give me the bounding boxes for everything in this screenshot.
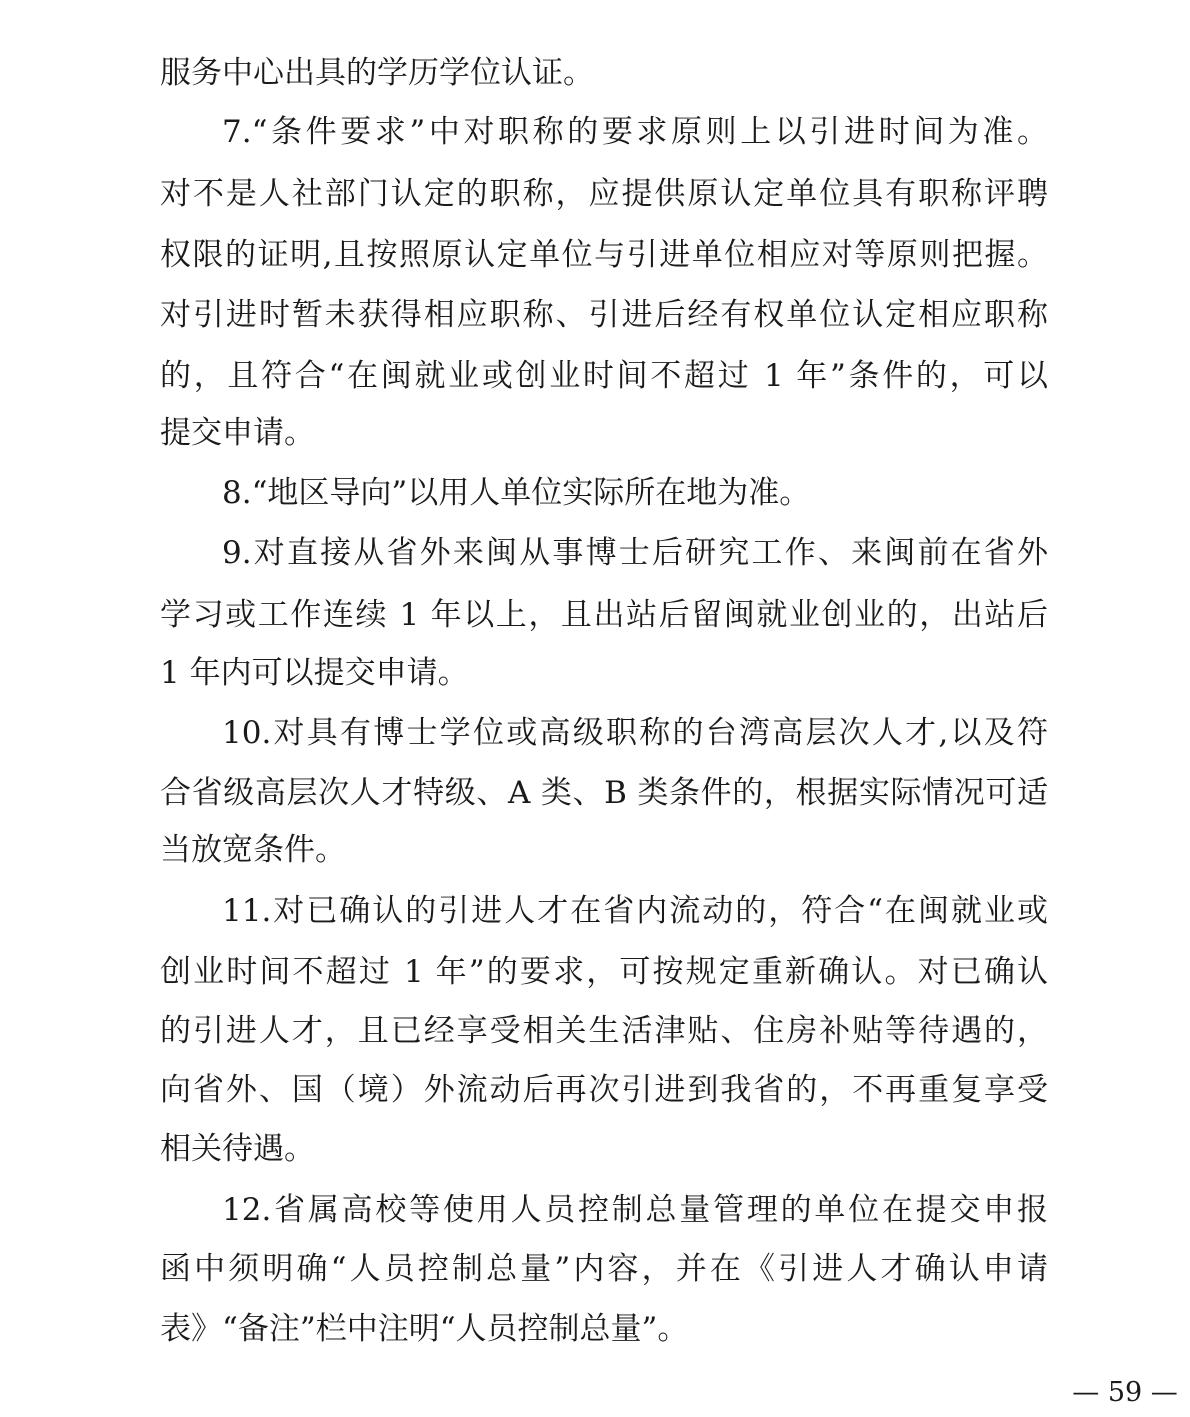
text-line: 学习或工作连续 1 年以上，且出站后留闽就业创业的，出站后 (160, 597, 1048, 633)
text-line: 表》“备注”栏中注明“人员控制总量”。 (160, 1311, 689, 1347)
text-line: 7.“条件要求”中对职称的要求原则上以引进时间为准。 (222, 114, 1048, 150)
text-line: 提交申请。 (160, 415, 315, 451)
text-line: 权限的证明,且按照原认定单位与引进单位相应对等原则把握。 (160, 237, 1048, 273)
text-line: 服务中心出具的学历学位认证。 (160, 55, 594, 91)
text-line: 12.省属高校等使用人员控制总量管理的单位在提交申报 (222, 1192, 1048, 1228)
text-line: 合省级高层次人才特级、A 类、B 类条件的，根据实际情况可适 (160, 775, 1048, 811)
text-line: 9.对直接从省外来闽从事博士后研究工作、来闽前在省外 (222, 535, 1048, 571)
text-line: 10.对具有博士学位或高级职称的台湾高层次人才,以及符 (222, 715, 1048, 751)
text-line: 1 年内可以提交申请。 (160, 655, 469, 691)
text-line: 的引进人才，且已经享受相关生活津贴、住房补贴等待遇的， (160, 1013, 1048, 1049)
page-number: — 59 — (1072, 1377, 1178, 1408)
text-line: 当放宽条件。 (160, 832, 346, 868)
text-line: 对不是人社部门认定的职称，应提供原认定单位具有职称评聘 (160, 176, 1048, 212)
text-line: 的，且符合“在闽就业或创业时间不超过 1 年”条件的，可以 (160, 358, 1048, 394)
text-line: 对引进时暂未获得相应职称、引进后经有权单位认定相应职称 (160, 297, 1048, 333)
text-line: 创业时间不超过 1 年”的要求，可按规定重新确认。对已确认 (160, 954, 1048, 990)
text-line: 11.对已确认的引进人才在省内流动的，符合“在闽就业或 (222, 893, 1048, 929)
text-line: 相关待遇。 (160, 1131, 315, 1167)
text-line: 向省外、国（境）外流动后再次引进到我省的，不再重复享受 (160, 1072, 1048, 1108)
text-line: 8.“地区导向”以用人单位实际所在地为准。 (222, 475, 811, 511)
text-line: 函中须明确“人员控制总量”内容，并在《引进人才确认申请 (160, 1251, 1048, 1287)
